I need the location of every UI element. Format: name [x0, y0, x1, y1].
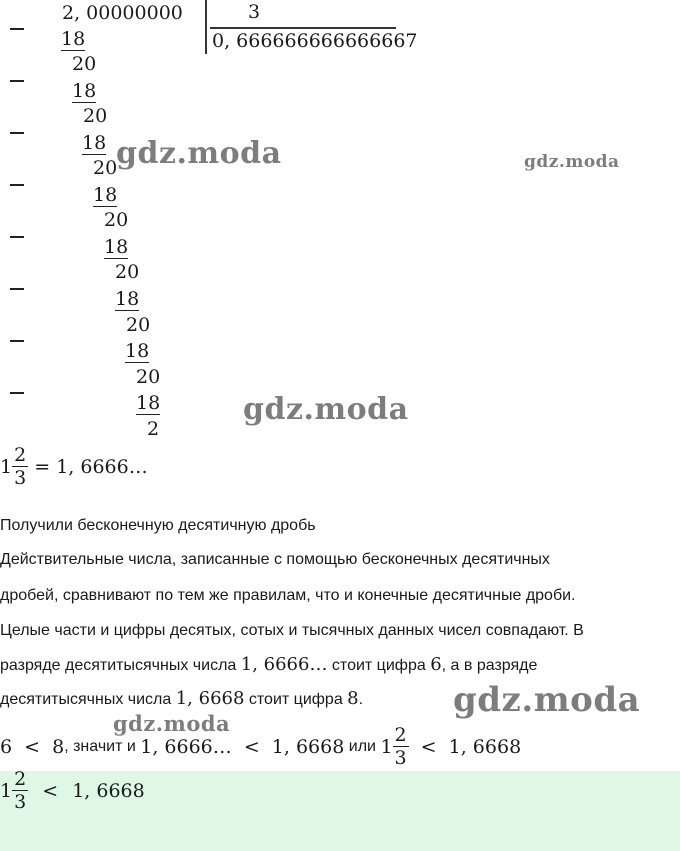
answer-fraction [12, 770, 28, 812]
less-than-sign: < [420, 736, 437, 758]
text-span: , значит и [64, 738, 141, 755]
fraction-numerator: 2 [14, 444, 27, 466]
text-span: десятитысячных числа [0, 691, 176, 708]
math-number: 1, 6668 [175, 688, 245, 709]
math-number: 6 [0, 736, 13, 758]
division-step: 2 [147, 418, 160, 440]
minus-sign [10, 392, 24, 394]
paragraph-line: дробей, сравнивают по тем же правилам, что и конечные десятичные дроби. [0, 587, 576, 604]
watermark: gdz.moda [116, 136, 282, 171]
result-fraction [12, 446, 28, 488]
minus-sign [10, 236, 24, 238]
result-equation [0, 446, 148, 488]
fraction-denominator: 3 [14, 791, 27, 813]
minus-sign [10, 288, 24, 290]
division-step: 20 [126, 314, 151, 336]
division-vertical-line [205, 0, 207, 54]
division-step: 20 [93, 157, 118, 179]
minus-sign [10, 80, 24, 82]
division-step: 18 [72, 80, 97, 102]
answer-whole: 1 [0, 780, 13, 802]
answer-equation [0, 770, 145, 812]
quotient: 0, 666666666666667 [212, 30, 418, 52]
division-step: 18 [82, 132, 107, 154]
watermark: gdz.moda [113, 711, 231, 736]
fraction-denominator: 3 [14, 467, 27, 489]
math-number: 1, 6668 [271, 736, 345, 758]
answer-value: 1, 6668 [72, 780, 145, 802]
paragraph-line: Действительные числа, записанные с помощью бесконечных десятичных [0, 551, 550, 568]
less-than-sign: < [24, 736, 41, 758]
result-whole: 1 [0, 456, 13, 478]
math-number: 1, 6668 [448, 736, 522, 758]
division-step: 18 [125, 340, 150, 362]
mixed-whole: 1 [380, 736, 393, 758]
watermark: gdz.moda [453, 680, 641, 720]
division-step: 18 [93, 184, 118, 206]
division-step: 18 [61, 28, 86, 50]
division-step: 18 [104, 236, 129, 258]
divisor: 3 [248, 1, 261, 23]
paragraph-line [0, 656, 537, 674]
division-horizontal-line [210, 27, 396, 29]
division-step: 20 [83, 105, 108, 127]
fraction-denominator: 3 [394, 747, 407, 769]
division-step: 18 [136, 392, 161, 414]
math-number: 1, 6666… [240, 654, 328, 675]
division-step: 20 [104, 209, 129, 231]
minus-sign [10, 184, 24, 186]
division-step: 20 [72, 53, 97, 75]
less-than-sign: < [42, 780, 59, 802]
math-number: 6 [430, 654, 442, 675]
comparison-fraction [393, 726, 409, 768]
division-step: 20 [115, 261, 140, 283]
math-number: 1, 6666… [140, 736, 232, 758]
text-span: стоит цифра [327, 657, 431, 674]
watermark: gdz.moda [524, 152, 620, 172]
minus-sign [10, 340, 24, 342]
dividend: 2, 00000000 [62, 2, 183, 24]
division-step: 20 [136, 366, 161, 388]
math-number: 8 [347, 688, 359, 709]
less-than-sign: < [243, 736, 260, 758]
paragraph-line: Целые части и цифры десятых, сотых и тысячных данных чисел совпадают. В [0, 622, 584, 639]
watermark: gdz.moda [243, 392, 409, 427]
text-span: стоит цифра [244, 691, 348, 708]
division-step: 18 [115, 288, 140, 310]
text-span: разряде десятитысячных числа [0, 657, 241, 674]
paragraph-line: Получили бесконечную десятичную дробь [0, 517, 316, 534]
comparison-equation [0, 726, 521, 768]
fraction-numerator: 2 [394, 724, 407, 746]
paragraph-line [0, 690, 363, 708]
minus-sign [10, 132, 24, 134]
minus-sign [10, 28, 24, 30]
text-span: , а в разряде [441, 657, 538, 674]
result-value: = 1, 6666… [34, 456, 148, 478]
text-span: . [358, 691, 364, 708]
math-number: 8 [52, 736, 65, 758]
fraction-numerator: 2 [14, 768, 27, 790]
text-span: или [344, 738, 381, 755]
